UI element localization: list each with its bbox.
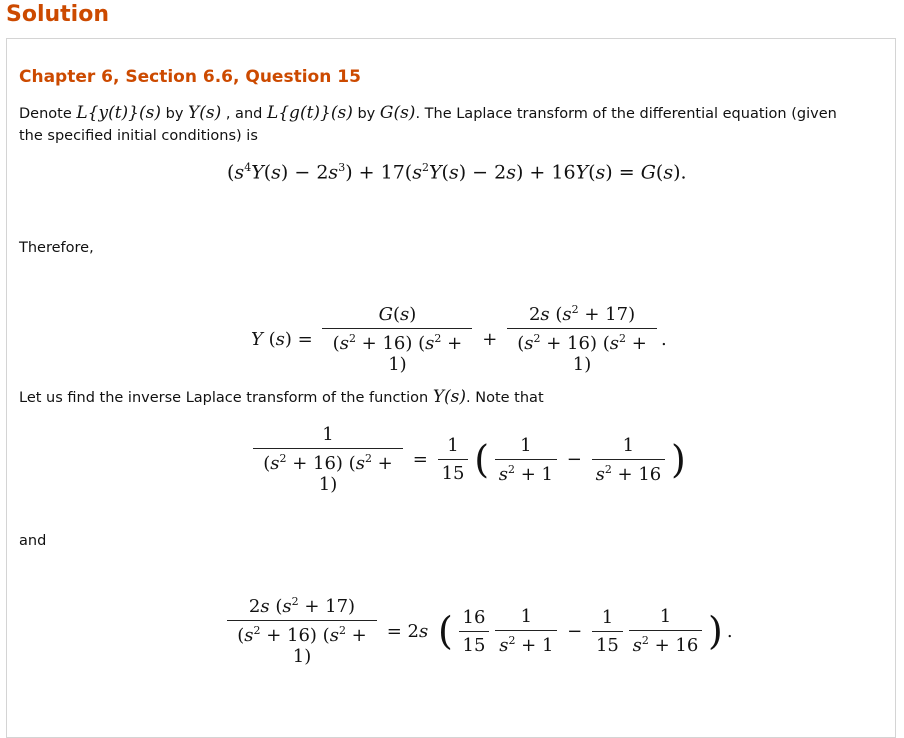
solution-heading: Solution bbox=[6, 2, 109, 27]
solution-panel bbox=[6, 38, 896, 738]
math-G-of-s: G(s) bbox=[379, 103, 416, 123]
partial-fraction-1: $\frac{1}{(s^2 + 16) (s^2 + 1)}$ = $\frac{1}{15}$ ( $\frac{1}{s^2 + 1}$ − $\frac{1}{s^2 + 16}$ ) bbox=[253, 424, 686, 495]
math-Y-of-s-2: Y(s) bbox=[432, 387, 467, 407]
intro-and: , and bbox=[225, 106, 263, 122]
math-laplace-y: L{y(t)}(s) bbox=[76, 103, 161, 123]
intro-rest-2: the specified initial conditions) is bbox=[19, 128, 258, 144]
Y-of-s-expression: Y (s) = $\frac{G(s)}{(s^2 + 16) (s^2 + 1)}$ + $\frac{2s (s^2 + 17)}{(s^2 + 16) (s^2 + 1)}$ . bbox=[251, 303, 667, 375]
let-us-suffix: . Note that bbox=[466, 390, 544, 406]
intro-by-2: by bbox=[357, 106, 376, 122]
math-laplace-g: L{g(t)}(s) bbox=[266, 103, 353, 123]
inverse-transform-text bbox=[19, 386, 544, 409]
transformed-equation: $(s^4Y(s) - 2s^3) + 17(s^2Y(s) - 2s) + 16Y(s) = G(s)$. bbox=[227, 161, 687, 184]
intro-by-1: by bbox=[165, 106, 184, 122]
let-us-prefix: Let us find the inverse Laplace transform of the function bbox=[19, 390, 429, 406]
intro-paragraph bbox=[19, 102, 879, 147]
intro-rest-1: . The Laplace transform of the differential equation (given bbox=[415, 106, 837, 122]
partial-fraction-2: $\frac{2s (s^2 + 17)}{(s^2 + 16) (s^2 + 1)}$ = 2s ( $\frac{16}{15}$ $\frac{1}{s^2 + 1}$ − $\frac{1}{15}$ $\frac{1}{s^2 + 16}$ ) . bbox=[227, 595, 737, 667]
math-Y-of-s: Y(s) bbox=[188, 103, 222, 123]
therefore-text: Therefore, bbox=[19, 240, 94, 256]
intro-denote: Denote bbox=[19, 106, 72, 122]
and-text: and bbox=[19, 533, 47, 549]
chapter-title: Chapter 6, Section 6.6, Question 15 bbox=[19, 67, 361, 87]
